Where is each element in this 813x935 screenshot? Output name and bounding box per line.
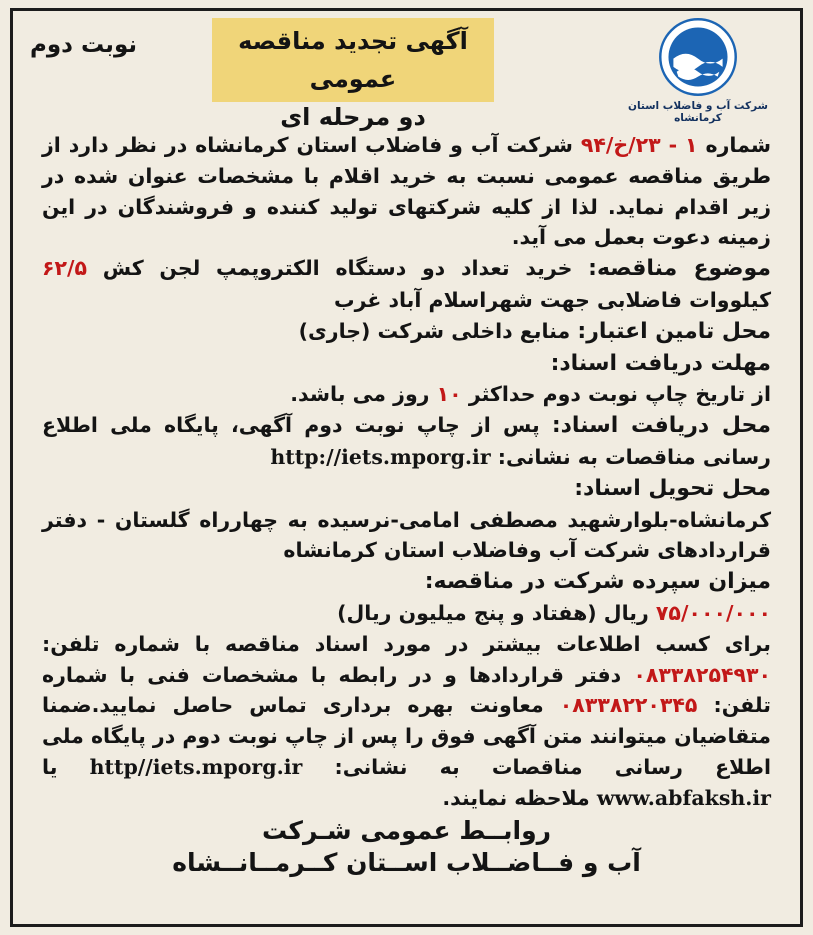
logo-caption: شرکت آب و فاضلاب استان کرمانشاه (628, 100, 768, 124)
funding-text: منابع داخلی شرکت (جاری) (298, 318, 571, 343)
deadline-text-a: از تاریخ چاپ نوبت دوم حداکثر (468, 382, 771, 407)
contact-url-2[interactable]: www.abfaksh.ir (596, 785, 771, 810)
subject-text: خرید تعداد دو دستگاه الکتروپمپ لجن کش (102, 256, 573, 281)
subject-label: موضوع مناقصه: (588, 256, 771, 282)
deadline-days: ۱۰ (436, 382, 462, 407)
contact-text-d: ملاحظه نمایند. (442, 785, 590, 810)
company-logo (613, 16, 783, 124)
deadline-text-b: روز می باشد. (290, 382, 430, 407)
deadline-section (42, 348, 771, 380)
title-line-2: دو مرحله ای (280, 103, 426, 131)
deposit-text: ریال (هفتاد و پنج میلیون ریال) (337, 600, 649, 625)
contact-section (42, 629, 771, 814)
deadline-label: مهلت دریافت اسناد: (550, 350, 771, 376)
delivery-label: محل تحویل اسناد: (574, 475, 771, 501)
contact-or: یا (42, 754, 58, 779)
contact-text-c: معاونت بهره برداری تماس حاصل نمایید.ضمنا متقاضیان میتوانند متن آگهی فوق را پس از چاپ نوبت دوم در پایگاه ملی اطلاع رسانی مناقصات به نشانی: (42, 693, 771, 779)
contact-url-1[interactable]: http//iets.mporg.ir (89, 754, 303, 779)
notice-title (212, 18, 494, 131)
deposit-label: میزان سپرده شرکت در مناقصه: (424, 569, 771, 595)
contact-text-a: برای کسب اطلاعات بیشتر در مورد اسناد مناقصه با شماره تلفن: (42, 631, 771, 656)
deposit-section (42, 566, 771, 598)
publication-round: نوبت دوم (30, 32, 138, 58)
funding-section (42, 316, 771, 348)
deadline-detail (42, 379, 771, 410)
subject-section (42, 253, 771, 316)
delivery-section (42, 473, 771, 505)
intro-text: شرکت آب و فاضلاب استان کرمانشاه در نظر دارد از طریق مناقصه عمومی نسبت به خرید اقلام با مشخصات عنوان شده در زیر اقدام نماید. لذا از کلیه شرکتهای تولید کننده و فروشندگان در این زمینه دعوت بعمل می آید. (42, 133, 771, 250)
deposit-detail (42, 598, 771, 629)
title-line-1: آگهی تجدید مناقصه عمومی (238, 27, 468, 93)
intro-paragraph (42, 130, 771, 253)
notice-header (24, 16, 789, 131)
intro-prefix: شماره (705, 133, 772, 157)
pump-power: ۶۲/۵ (42, 256, 88, 281)
funding-label: محل تامین اعتبار: (577, 318, 771, 344)
water-drop-logo-icon (657, 16, 739, 98)
delivery-address: کرمانشاه-بلوارشهید مصطفی امامی-نرسیده به چهارراه گلستان - دفتر قراردادهای شرکت آب وفاضلاب استان کرمانشاه (42, 507, 771, 563)
notice-body (42, 130, 771, 814)
receive-section (42, 410, 771, 473)
receive-url[interactable]: http://iets.mporg.ir (270, 444, 491, 469)
deposit-amount: ۷۵/۰۰۰/۰۰۰ (655, 600, 771, 625)
notice-signature (24, 815, 789, 879)
receive-text: پس از چاپ نوبت دوم آگهی، پایگاه ملی اطلاع رسانی مناقصات به نشانی: (42, 413, 771, 469)
signature-line-1: روابــط عمومی شـرکت (261, 816, 552, 845)
subject-text-2: کیلووات فاضلابی جهت شهراسلام آباد غرب (333, 287, 771, 312)
receive-label: محل دریافت اسناد: (551, 413, 772, 439)
contracts-phone: ۰۸۳۳۸۲۵۴۹۳۰ (633, 662, 772, 687)
tender-number: ۱ - ۲۳/خ/۹۴ (580, 133, 698, 157)
signature-line-2: آب و فــاضــلاب اســتان کــرمــانــشاه (172, 848, 641, 877)
contact-text-b: دفتر قراردادها و در رابطه با مشخصات فنی با شماره تلفن: (42, 662, 771, 718)
operations-phone: ۰۸۳۳۸۲۲۰۳۴۵ (559, 693, 698, 718)
